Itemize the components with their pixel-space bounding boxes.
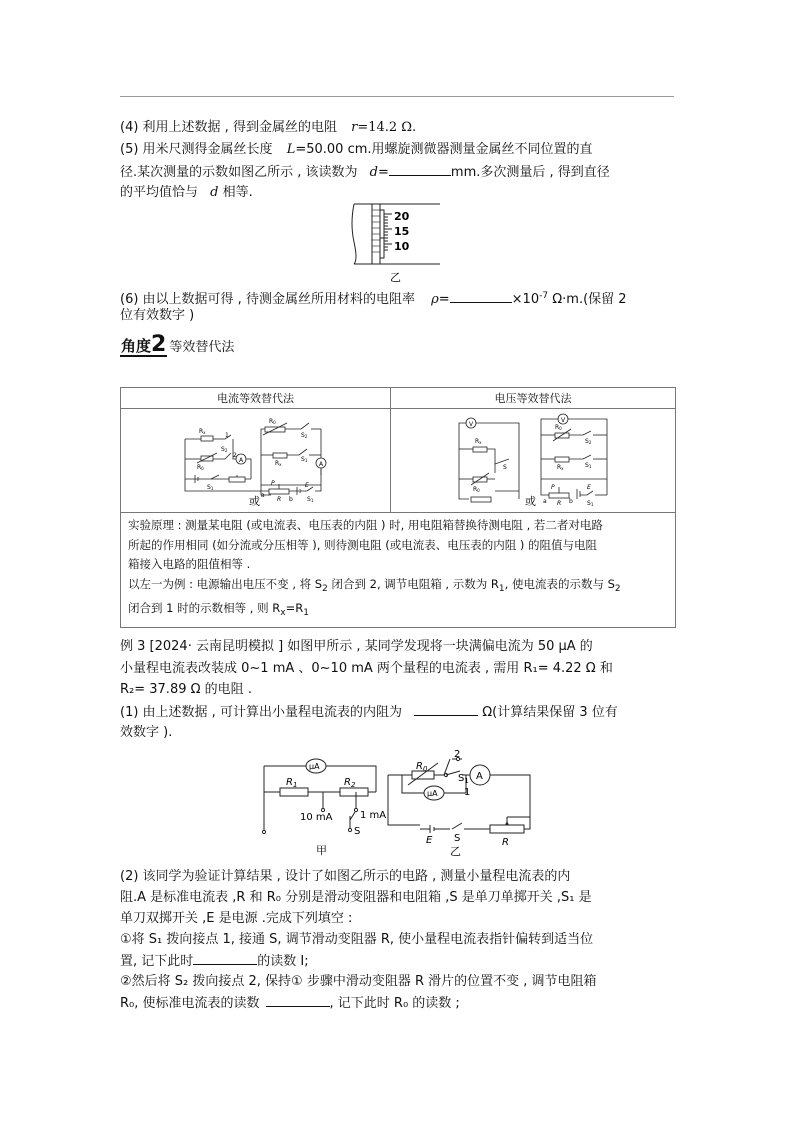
yi-ammeter: A (476, 771, 483, 782)
svg-text:S2: S2 (221, 446, 228, 453)
svg-text:E: E (587, 484, 591, 491)
answer-blank-resistance[interactable] (414, 703, 478, 716)
t5s2: 1 (303, 608, 309, 618)
svg-text:2: 2 (233, 452, 237, 459)
method-table (120, 387, 676, 628)
circuit-figure-jia (256, 750, 390, 860)
angle-heading (120, 332, 234, 357)
principle-line3: 箱接入电路的阻值相等 . (128, 557, 251, 571)
yi-r0-sub: 0 (422, 765, 428, 773)
jia-r2: R (344, 777, 351, 788)
part5-l2b: = (378, 165, 389, 180)
voltage-method-svg (391, 409, 675, 509)
jia-10ma: 10 mA (300, 812, 333, 823)
yi-s1-sub: 1 (464, 777, 469, 785)
yi-r0: R (416, 761, 423, 772)
yi-r: R (502, 837, 509, 848)
svg-text:S1: S1 (207, 484, 214, 491)
principle-line4 (128, 575, 668, 600)
svg-text:R2 (344, 777, 356, 789)
t5b: =R (285, 601, 304, 615)
answer-blank-rho[interactable] (450, 290, 512, 303)
svg-text:a: a (261, 492, 265, 499)
angle-number: 2 (151, 332, 167, 357)
svg-text:S1: S1 (585, 462, 592, 469)
part6-exp: -7 (539, 291, 549, 301)
part5-l2a: 径.某次测量的示数如图乙所示 , 该读数为 (120, 165, 358, 180)
principle-line5 (128, 599, 668, 624)
current-method-circuits (121, 409, 391, 513)
s1b: 置, 记下此时 (120, 954, 194, 969)
svg-text:b: b (569, 498, 573, 505)
part2-line1: (2) 该同学为验证计算结果 , 设计了如图乙所示的电路 , 测量小量程电流表的内 (120, 869, 571, 884)
svg-text:Rx: Rx (199, 428, 206, 435)
principle-cell (121, 513, 676, 628)
jia-1ma: 1 mA (360, 810, 387, 821)
answer-blank-step2[interactable] (266, 994, 330, 1007)
svg-text:A: A (319, 461, 324, 468)
part5-line2 (120, 163, 610, 182)
svg-text:S1: S1 (307, 496, 314, 503)
svg-text:R: R (557, 500, 562, 507)
part5-line3 (120, 184, 253, 202)
example3-line1: 例 3 [2024· 云南昆明模拟 ] 如图甲所示 , 某同学发现将一块满偏电流为 50 μA 的 (120, 639, 593, 654)
jia-r1: R (286, 777, 293, 788)
svg-text:S2: S2 (301, 432, 308, 439)
part5-l3a: 的平均值恰与 (120, 185, 199, 200)
svg-text:S: S (503, 464, 507, 471)
part4-line (120, 119, 416, 137)
micrometer-caption: 乙 (390, 271, 401, 284)
part4-value: =14.2 Ω. (357, 120, 417, 135)
yi-meter: μA (427, 789, 438, 798)
svg-text:S2: S2 (585, 438, 592, 445)
jia-r1-sub: 1 (292, 781, 298, 789)
header-rule (120, 96, 674, 97)
q1a: (1) 由上述数据 , 可计算出小量程电流表的内阻为 (120, 705, 402, 720)
svg-text:V: V (469, 421, 474, 428)
example3-q1 (120, 703, 618, 722)
svg-text:b: b (289, 496, 293, 503)
jia-s: S (354, 826, 361, 837)
part6-l1c: ×10 (511, 292, 540, 307)
t5s: x (280, 608, 286, 618)
part2-step1-cont (120, 952, 309, 971)
svg-text:Rx: Rx (475, 438, 482, 445)
svg-text:E: E (305, 482, 309, 489)
principle-line1: 实验原理 : 测量某电阻 (或电流表、电压表的内阻 ) 时, 用电阻箱替换待测电阻 , 若二者对电路 (128, 518, 603, 532)
yi-point2: 2 (454, 749, 461, 760)
part5-l1a: (5) 用米尺测得金属丝长度 (120, 142, 273, 157)
svg-text:R0: R0 (555, 424, 562, 431)
var-L: L (286, 142, 296, 157)
angle-tag (120, 332, 167, 357)
t5a: 闭合到 1 时的示数相等 , 则 R (128, 601, 281, 615)
svg-text:Rx: Rx (275, 460, 282, 467)
header-current-method: 电流等效替代法 (121, 388, 391, 409)
part5-l2c: mm.多次测量后 , 得到直径 (450, 165, 610, 180)
t4s: 2 (322, 583, 328, 594)
part6-line2 (120, 307, 194, 325)
principle-line2: 所起的作用相同 (如分流或分压相等 ), 则待测电阻 (或电流表、电压表的内阻 ) 的阻值与电阻 (128, 537, 598, 552)
svg-text:1: 1 (225, 432, 229, 439)
svg-text:S1: S1 (587, 500, 594, 507)
svg-text:R0: R0 (269, 418, 276, 425)
answer-blank-d[interactable] (389, 163, 451, 176)
s1c: 的读数 I; (257, 954, 309, 969)
yi-e: E (426, 835, 433, 846)
svg-text:Rx: Rx (557, 464, 564, 471)
micrometer-tick-20: 20 (394, 210, 410, 223)
angle-title: 等效替代法 (169, 340, 235, 355)
svg-text:R0: R0 (473, 486, 480, 493)
svg-text:R0: R0 (197, 464, 204, 471)
header-voltage-method: 电压等效替代法 (391, 388, 676, 409)
circuit-figure-yi (380, 745, 540, 860)
svg-text:P: P (551, 484, 555, 491)
part6-l1a: (6) 由以上数据可得 , 待测金属丝所用材料的电阻率 (120, 292, 415, 307)
part5-l3b: 相等. (222, 185, 253, 200)
current-method-svg (121, 409, 390, 509)
jia-meter: μA (309, 762, 320, 771)
t4b: 闭合到 2, 调节电阻箱 , 示数为 R (327, 576, 499, 591)
part6-l1b: = (438, 292, 450, 307)
s2b: R₀, 使标准电流表的读数 (120, 996, 260, 1011)
svg-text:A: A (239, 457, 244, 464)
svg-text:V: V (561, 417, 566, 424)
answer-blank-step1[interactable] (193, 952, 257, 965)
yi-point1: 1 (464, 787, 471, 798)
t4a: 以左一为例 : 电源输出电压不变 , 将 S (128, 576, 323, 591)
jia-r2-sub: 2 (350, 781, 356, 789)
or-label-1: 或 (249, 495, 260, 508)
svg-text:S1: S1 (301, 456, 308, 463)
example3-q1-cont: 效数字 ). (120, 725, 173, 740)
yi-s: S (454, 833, 461, 844)
part2-step2-cont (120, 994, 460, 1013)
svg-text:R: R (277, 496, 282, 503)
angle-label: 角度 (121, 337, 152, 355)
or-label-2: 或 (525, 495, 536, 508)
part2-line2: 阻.A 是标准电流表 ,R 和 R₀ 分别是滑动变阻器和电阻箱 ,S 是单刀单掷开关 ,S₁ 是 (120, 890, 592, 905)
t4s3: 2 (614, 583, 621, 594)
example3-line3: R₂= 37.89 Ω 的电阻 . (120, 682, 252, 697)
voltage-method-circuits (391, 409, 676, 513)
jia-caption: 甲 (316, 844, 327, 857)
part2-line3: 单刀双掷开关 ,E 是电源 .完成下列填空 : (120, 911, 353, 926)
part6-line1 (120, 287, 627, 309)
svg-text:R0 (416, 761, 428, 773)
part5-l1b: =50.00 cm.用螺旋测微器测量金属丝不同位置的直 (295, 142, 593, 157)
micrometer-figure (348, 202, 444, 284)
yi-caption: 乙 (450, 845, 461, 858)
part2-step1: ①将 S₁ 拨向接点 1, 接通 S, 调节滑动变阻器 R, 使小量程电流表指针偏转到适当位 (120, 932, 594, 947)
s2c: , 记下此时 R₀ 的读数 ; (329, 996, 460, 1011)
part2-step2: ②然后将 S₂ 拨向接点 2, 保持① 步骤中滑动变阻器 R 滑片的位置不变 , 调节电阻箱 (120, 974, 597, 989)
part5-line1 (120, 141, 593, 159)
var-d: d (369, 165, 378, 180)
yi-s1: S (458, 773, 465, 784)
q1b: Ω(计算结果保留 3 位有 (482, 705, 618, 720)
svg-text:P: P (271, 480, 275, 487)
part4-text: (4) 利用上述数据 , 得到金属丝的电阻 (120, 120, 337, 135)
part6-l2: 位有效数字 ) (120, 308, 195, 323)
part6-l1d: Ω·m.(保留 2 (548, 292, 627, 307)
micrometer-tick-10: 10 (394, 240, 410, 253)
example3-line2: 小量程电流表改装成 0~1 mA 、0~10 mA 两个量程的电流表 , 需用 R₁= 4.22 Ω 和 (120, 661, 613, 676)
svg-text:a: a (543, 498, 547, 505)
t4c: , 使电流表的示数与 S (504, 576, 615, 591)
t4s2: 1 (498, 583, 505, 594)
micrometer-tick-15: 15 (394, 225, 410, 238)
svg-text:R1 (286, 777, 297, 789)
var-rho: ρ (431, 292, 439, 307)
var-d2: d (210, 185, 219, 200)
var-r: r (351, 120, 358, 135)
